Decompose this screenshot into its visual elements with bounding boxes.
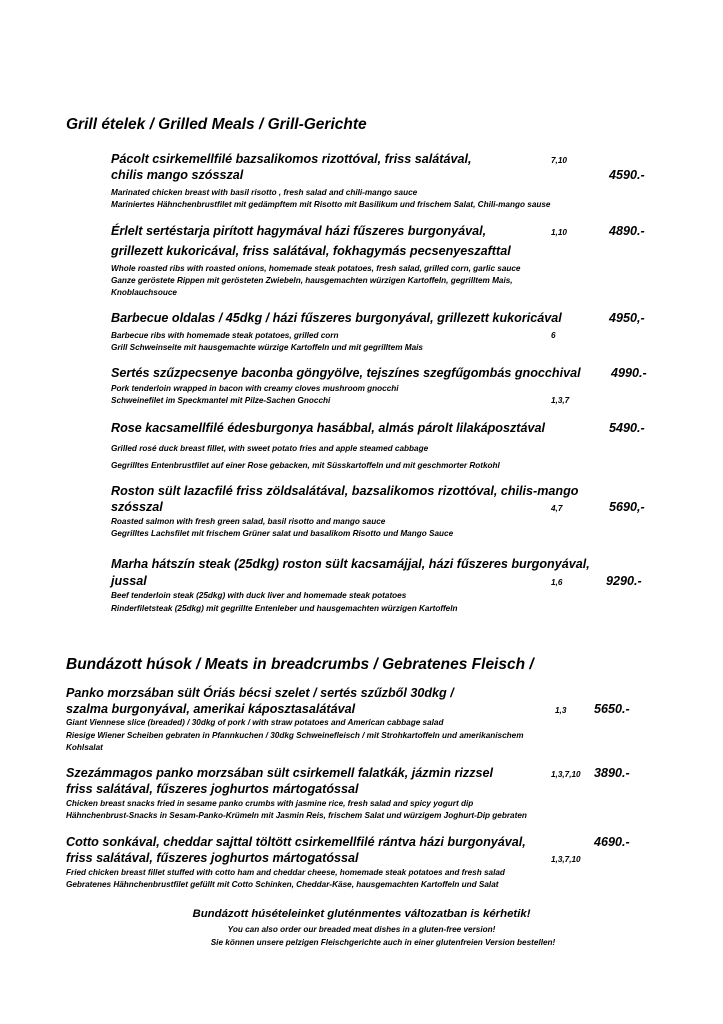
allergen-codes: 1,3,7,10 (551, 770, 581, 779)
dish-name: Roston sült lazacfilé friss zöldsalátával, bazsalikomos rizottóval, chilis-mango (111, 484, 579, 498)
description-en: Pork tenderloin wrapped in bacon with creamy cloves mushroom gnocchi (111, 384, 399, 393)
price: 4690.- (594, 835, 630, 849)
price: 5690,- (609, 500, 645, 514)
description-en: Whole roasted ribs with roasted onions, homemade steak potatoes, fresh salad, grilled corn, garlic sauce (111, 264, 521, 273)
dish-name: Barbecue oldalas / 45dkg / házi fűszeres burgonyával, grillezett kukoricával (111, 311, 562, 325)
price: 4990.- (611, 366, 647, 380)
description-de: Mariniertes Hähnchenbrustfilet mit gedämpftem mit Risotto mit Basilikum und frischem Salat, Chili-mango sause (111, 200, 551, 209)
allergen-codes: 4,7 (551, 504, 563, 513)
description-de: Knoblauchsouce (111, 288, 177, 297)
price: 4950,- (609, 311, 645, 325)
dish-name: Szezámmagos panko morzsában sült csirkemell falatkák, jázmin rizzsel (66, 766, 493, 780)
dish-name: Pácolt csirkemellfilé bazsalikomos rizottóval, friss salátával, (111, 152, 472, 166)
dish-name: friss salátával, fűszeres joghurtos mártogatóssal (66, 782, 359, 796)
description-en: Marinated chicken breast with basil risotto , fresh salad and chili-mango sauce (111, 188, 418, 197)
allergen-codes: 1,6 (551, 578, 563, 587)
allergen-codes: 1,3,7 (551, 396, 570, 405)
description-de: Gegrilltes Lachsfilet mit frischem Grüner salat und basalikom Risotto und Mango Sauce (111, 529, 454, 538)
dish-name: Sertés szűzpecsenye baconba göngyölve, tejszínes szegfűgombás gnocchival (111, 366, 581, 380)
section-title: Grill ételek / Grilled Meals / Grill-Gerichte (66, 116, 367, 133)
dish-name: Panko morzsában sült Óriás bécsi szelet / sertés szűzből 30dkg / (66, 686, 454, 700)
price: 4890.- (609, 224, 645, 238)
dish-name: jussal (111, 574, 147, 588)
description-en: Grilled rosé duck breast fillet, with sweet potato fries and apple steamed cabbage (111, 444, 429, 453)
dish-name: friss salátával, fűszeres joghurtos mártogatóssal (66, 851, 359, 865)
price: 5490.- (609, 421, 645, 435)
gluten-free-note: Bundázott húsételeinket gluténmentes változatban is kérhetik! (192, 908, 531, 920)
allergen-codes: 1,3 (555, 706, 567, 715)
gluten-free-note-en: You can also order our breaded meat dishes in a gluten-free version! (227, 925, 496, 934)
description-de: Ganze geröstete Rippen mit gerösteten Zwiebeln, hausgemachten würzigen Kartoffeln, gegrilltem Mais, (111, 276, 513, 285)
dish-name: Cotto sonkával, cheddar sajttal töltött csirkemellfilé rántva házi burgonyával, (66, 835, 526, 849)
price: 5650.- (594, 702, 630, 716)
description-de: Grill Schweinseite mit hausgemachte würzige Kartoffeln und mit gegrilltem Mais (111, 343, 423, 352)
dish-name: Érlelt sertéstarja pirított hagymával házi fűszeres burgonyával, (111, 224, 487, 238)
description-de: Hähnchenbrust-Snacks in Sesam-Panko-Krümeln mit Jasmin Reis, frischem Salat und würzigem Joghurt-Dip gebraten (66, 811, 527, 820)
allergen-codes: 1,3,7,10 (551, 855, 581, 864)
price: 9290.- (606, 574, 642, 588)
gluten-free-note-de: Sie können unsere pelzigen Fleischgerichte auch in einer glutenfreien Version bestellen! (210, 938, 556, 947)
dish-name: Rose kacsamellfilé édesburgonya hasábbal, almás párolt lilakáposztával (111, 421, 545, 435)
section-title: Bundázott húsok / Meats in breadcrumbs / Gebratenes Fleisch / (66, 656, 534, 673)
description-de: Gegrilltes Entenbrustfilet auf einer Rose gebacken, mit Süsskartoffeln und mit geschmorter Rotkohl (111, 461, 500, 470)
description-de: Kohlsalat (66, 743, 103, 752)
description-de: Rinderfiletsteak (25dkg) mit gegrillte Entenleber und hausgemachten würzigen Kartoffeln (111, 604, 458, 613)
price: 3890.- (594, 766, 630, 780)
description-en: Chicken breast snacks fried in sesame panko crumbs with jasmine rice, fresh salad and spicy yogurt dip (66, 799, 474, 808)
description-en: Roasted salmon with fresh green salad, basil risotto and mango sauce (111, 517, 386, 526)
description-en: Giant Viennese slice (breaded) / 30dkg of pork / with straw potatoes and American cabbage salad (66, 718, 444, 727)
description-de: Riesige Wiener Scheiben gebraten in Pfannkuchen / 30dkg Schweinefleisch / mit Strohkartoffeln und amerikanischem (66, 731, 524, 740)
description-de: Gebratenes Hähnchenbrustfilet gefüllt mit Cotto Schinken, Cheddar-Käse, hausgemachten Kartoffeln und Salat (66, 880, 499, 889)
dish-name: szósszal (111, 500, 163, 514)
description-de: Schweinefilet im Speckmantel mit Pilze-Sachen Gnocchi (111, 396, 331, 405)
dish-name: chilis mango szósszal (111, 168, 244, 182)
allergen-codes: 6 (551, 331, 556, 340)
allergen-codes: 7,10 (551, 156, 567, 165)
description-en: Beef tenderloin steak (25dkg) with duck liver and homemade steak potatoes (111, 591, 407, 600)
price: 4590.- (609, 168, 645, 182)
allergen-codes: 1,10 (551, 228, 567, 237)
description-en: Fried chicken breast fillet stuffed with cotto ham and cheddar cheese, homemade steak potatoes and fresh salad (66, 868, 505, 877)
description-en: Barbecue ribs with homemade steak potatoes, grilled corn (111, 331, 339, 340)
dish-name: grillezett kukoricával, friss salátával, fokhagymás pecsenyeszafttal (111, 244, 511, 258)
dish-name: Marha hátszín steak (25dkg) roston sült kacsamájjal, házi fűszeres burgonyával, (111, 557, 590, 571)
dish-name: szalma burgonyával, amerikai káposztasalátával (66, 702, 356, 716)
